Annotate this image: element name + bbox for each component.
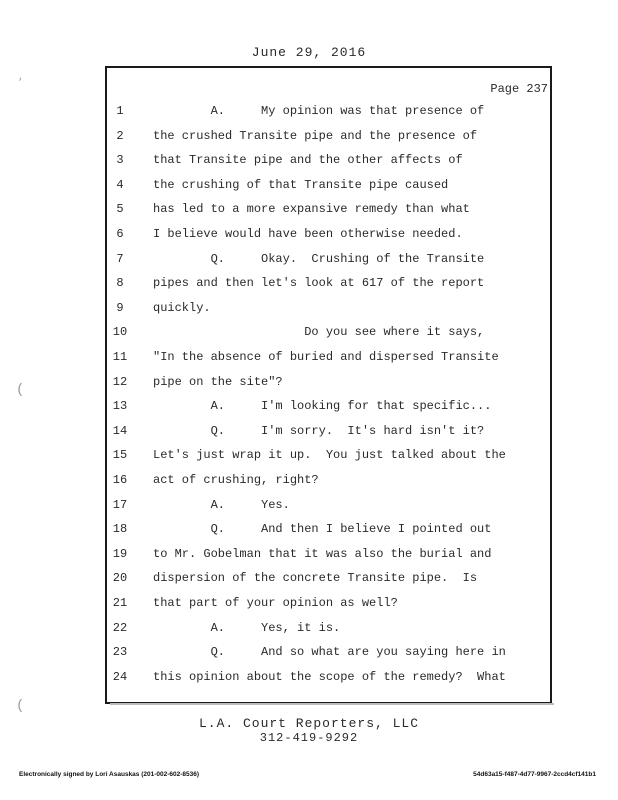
transcript-line bbox=[0, 642, 618, 662]
transcript-line bbox=[0, 593, 618, 613]
line-text: Do you see where it says, bbox=[153, 325, 485, 340]
line-number: 21 bbox=[112, 596, 128, 610]
line-text: Q. Okay. Crushing of the Transite bbox=[153, 251, 485, 266]
line-text: A. Yes, it is. bbox=[153, 620, 341, 635]
line-text: pipe on the site"? bbox=[153, 374, 283, 389]
line-number: 14 bbox=[112, 423, 128, 438]
transcript-line bbox=[0, 372, 618, 392]
line-text: A. I'm looking for that specific... bbox=[153, 399, 492, 414]
transcript-line bbox=[0, 544, 618, 564]
scan-mark: ( bbox=[16, 698, 25, 714]
transcript-line bbox=[0, 396, 618, 416]
line-number: 16 bbox=[112, 473, 128, 487]
line-text: Q. And then I believe I pointed out bbox=[153, 522, 492, 537]
line-number: 1 bbox=[116, 104, 124, 118]
line-text: to Mr. Gobelman that it was also the burial and bbox=[153, 546, 492, 561]
line-number: 20 bbox=[112, 571, 128, 586]
line-number: 6 bbox=[116, 227, 124, 241]
line-text: dispersion of the concrete Transite pipe. Is bbox=[153, 571, 478, 586]
line-text: A. Yes. bbox=[153, 497, 290, 512]
line-number: 3 bbox=[116, 153, 124, 168]
line-text: I believe would have been otherwise needed. bbox=[153, 227, 463, 241]
court-reporter-name: L.A. Court Reporters, LLC bbox=[198, 716, 420, 731]
line-number: 17 bbox=[112, 497, 128, 512]
transcript-line bbox=[0, 322, 618, 342]
line-text: pipes and then let's look at 617 of the report bbox=[153, 276, 485, 291]
page-number: Page 237 bbox=[490, 82, 548, 96]
line-number: 8 bbox=[116, 276, 124, 291]
transcript-date: June 29, 2016 bbox=[251, 45, 367, 60]
line-number: 15 bbox=[112, 448, 128, 463]
line-text: act of crushing, right? bbox=[153, 473, 319, 487]
line-text: Q. I'm sorry. It's hard isn't it? bbox=[153, 423, 485, 438]
transcript-line bbox=[0, 421, 618, 441]
transcript-line bbox=[0, 470, 618, 490]
line-number: 23 bbox=[112, 645, 128, 660]
document-id: 54d63a15-f487-4d77-9967-2ccd4cf141b1 bbox=[473, 771, 596, 778]
transcript-line bbox=[0, 249, 618, 269]
transcript-line bbox=[0, 667, 618, 687]
transcript-line bbox=[0, 298, 618, 318]
transcript-line bbox=[0, 273, 618, 293]
transcript-line bbox=[0, 224, 618, 244]
line-number: 22 bbox=[112, 620, 128, 635]
line-text: quickly. bbox=[153, 300, 211, 315]
transcript-line bbox=[0, 495, 618, 515]
line-number: 24 bbox=[112, 669, 128, 684]
transcript-line bbox=[0, 175, 618, 195]
line-number: 10 bbox=[112, 325, 128, 340]
line-number: 13 bbox=[112, 399, 128, 414]
line-text: "In the absence of buried and dispersed Transite bbox=[153, 350, 499, 364]
line-number: 4 bbox=[116, 177, 124, 192]
line-number: 2 bbox=[116, 128, 124, 143]
scan-mark: , bbox=[18, 72, 25, 83]
line-number: 11 bbox=[112, 350, 128, 364]
line-text: has led to a more expansive remedy than what bbox=[153, 202, 470, 217]
transcript-line bbox=[0, 568, 618, 588]
electronic-signature: Electronically signed by Lori Asauskas (201-002-602-8536) bbox=[19, 771, 200, 778]
line-text: that Transite pipe and the other affects of bbox=[153, 153, 463, 168]
line-number: 9 bbox=[116, 300, 124, 315]
transcript-line bbox=[0, 101, 618, 121]
line-text: the crushing of that Transite pipe caused bbox=[153, 177, 449, 192]
transcript-line bbox=[0, 618, 618, 638]
line-number: 18 bbox=[112, 522, 128, 537]
line-text: A. My opinion was that presence of bbox=[153, 104, 485, 118]
scan-mark: ( bbox=[16, 382, 25, 398]
transcript-line bbox=[0, 445, 618, 465]
court-reporter-phone: 312-419-9292 bbox=[259, 731, 359, 745]
transcript-line bbox=[0, 150, 618, 170]
frame-shadow bbox=[110, 703, 554, 705]
line-number: 7 bbox=[116, 251, 124, 266]
transcript-line bbox=[0, 126, 618, 146]
line-number: 12 bbox=[112, 374, 128, 389]
line-text: Let's just wrap it up. You just talked about the bbox=[153, 448, 506, 463]
line-text: the crushed Transite pipe and the presence of bbox=[153, 128, 478, 143]
line-number: 5 bbox=[116, 202, 124, 217]
transcript-line bbox=[0, 199, 618, 219]
line-text: this opinion about the scope of the remedy? What bbox=[153, 669, 506, 684]
transcript-line bbox=[0, 519, 618, 539]
line-text: Q. And so what are you saying here in bbox=[153, 645, 506, 660]
line-text: that part of your opinion as well? bbox=[153, 596, 398, 610]
line-number: 19 bbox=[112, 546, 128, 561]
transcript-line bbox=[0, 347, 618, 367]
